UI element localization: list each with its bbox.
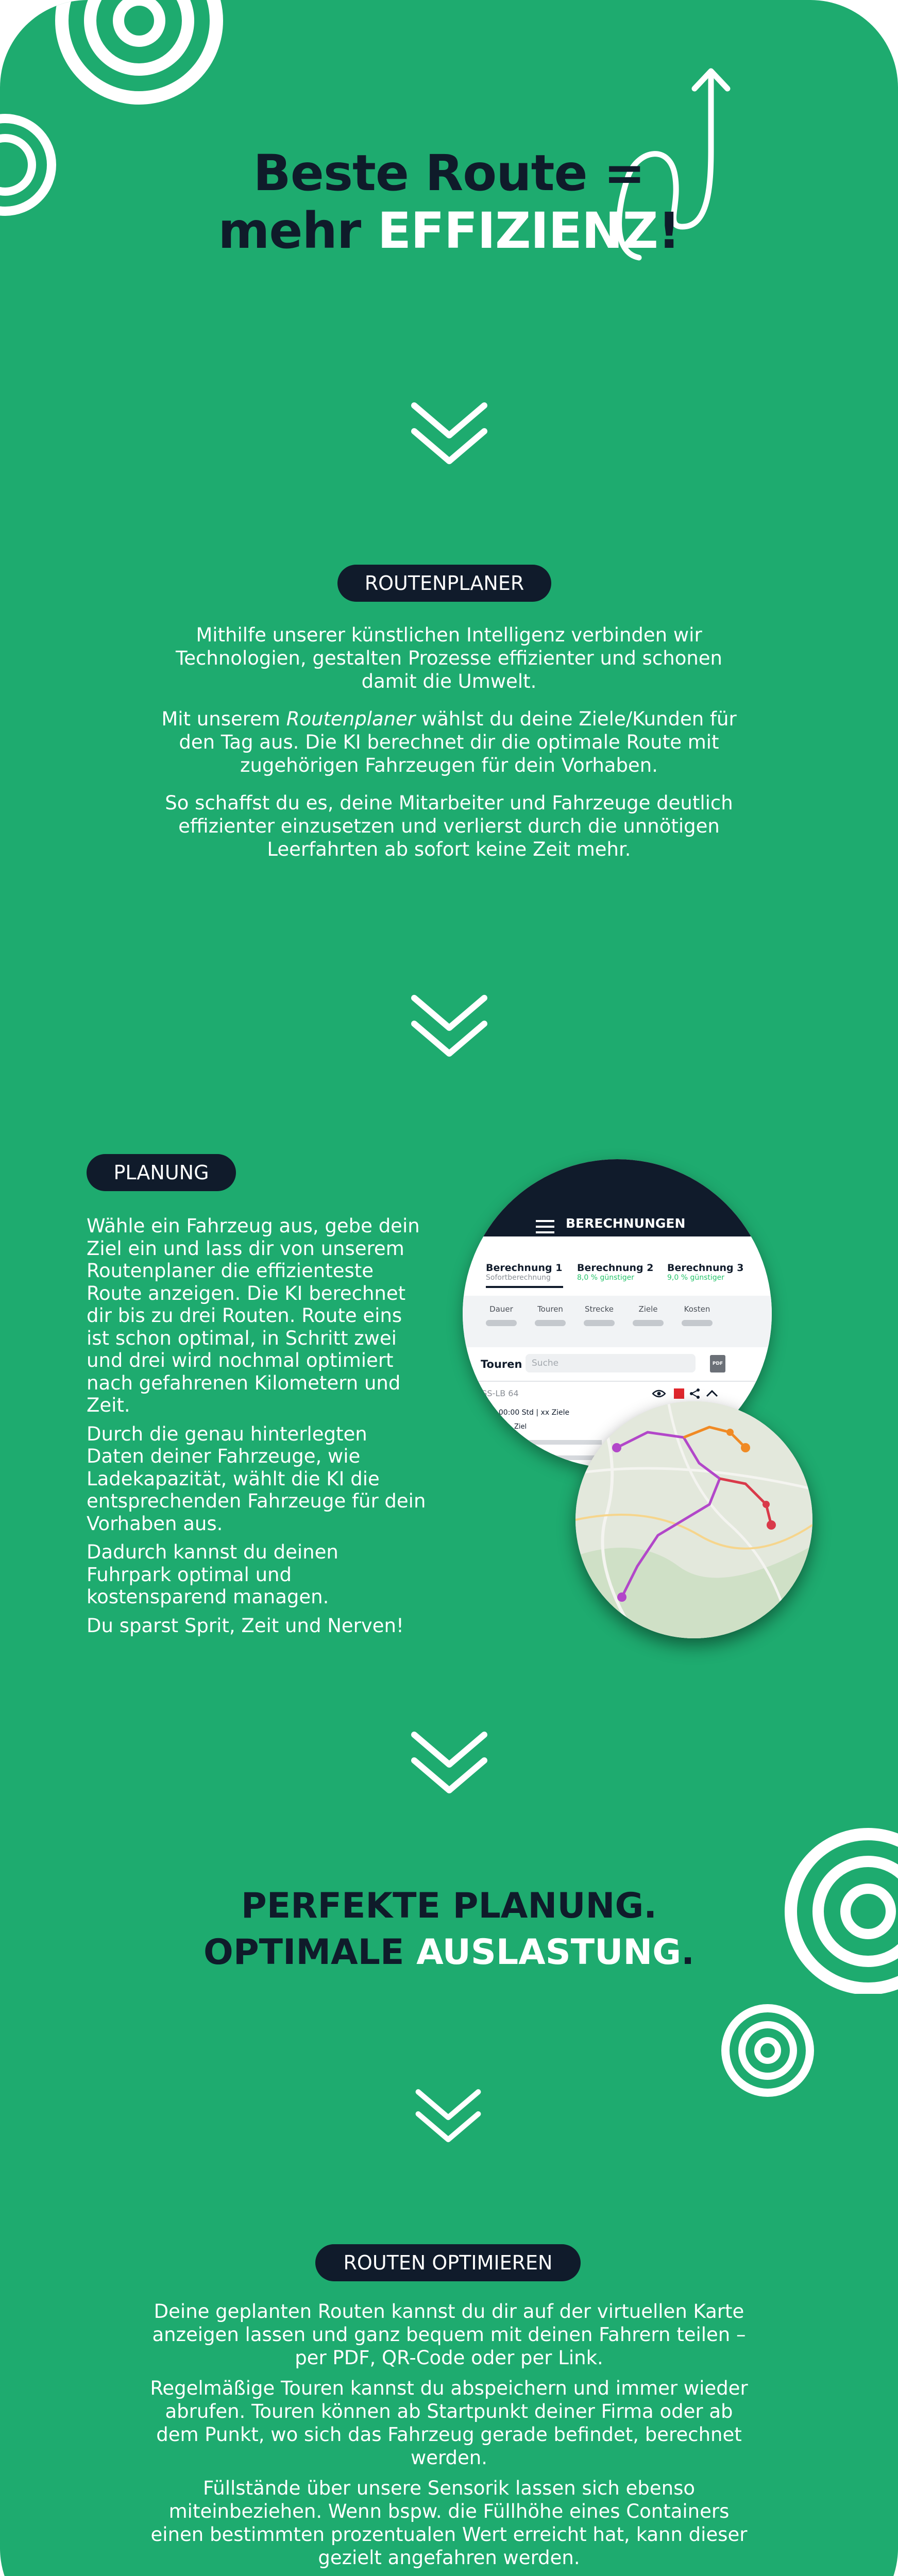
routen-optimieren-badge: ROUTEN OPTIMIEREN xyxy=(315,2244,581,2281)
tab-berechnung-3[interactable] xyxy=(667,1262,755,1282)
row-placeholder xyxy=(481,1455,496,1460)
search-input[interactable]: Suche xyxy=(526,1354,696,1372)
column-label: Ziele xyxy=(638,1304,658,1314)
tab-label: Berechnung 2 xyxy=(577,1262,654,1274)
table-header-target: Ziel xyxy=(514,1423,527,1431)
routenplaner-paragraph-1: Mithilfe unserer künstlichen Intelligenz verbinden wir Technologien, gestalten Prozesse effizienter und schonen damit die Umwelt. xyxy=(175,624,723,692)
routenplaner-paragraph-2-prefix: Mit unserem xyxy=(161,708,286,730)
tab-label: Berechnung 1 xyxy=(486,1262,563,1274)
hero-line-2 xyxy=(0,202,898,260)
tab-berechnung-1[interactable] xyxy=(486,1262,573,1288)
value-placeholder xyxy=(682,1320,713,1326)
hero-line-1: Beste Route = xyxy=(253,144,645,202)
planung-paragraph-4: Du sparst Sprit, Zeit und Nerven! xyxy=(87,1614,404,1637)
tab-sub: 9,0 % günstiger xyxy=(667,1274,725,1282)
slogan-line-2-prefix: OPTIMALE xyxy=(204,1932,417,1973)
tab-active-indicator xyxy=(486,1286,563,1288)
double-chevron-down-icon xyxy=(408,992,490,1064)
double-chevron-down-icon xyxy=(408,399,490,471)
value-placeholder xyxy=(633,1320,664,1326)
map-illustration xyxy=(575,1401,812,1638)
concentric-rings-decoration xyxy=(719,2002,817,2099)
menu-icon[interactable] xyxy=(536,1220,554,1233)
routenplaner-emphasis: Routenplaner xyxy=(286,708,416,730)
routenplaner-paragraph-2-suffix: wählst du deine Ziele/Kunden für den Tag aus. Die KI berechnet dir die optimale Route mit zugehörigen Fahrzeugen für dein Vorhaben. xyxy=(179,708,737,776)
routen-optimieren-paragraph-3: Füllstände über unsere Sensorik lassen sich ebenso miteinbeziehen. Wenn bspw. die Füllhöhe eines Containers einen bestimmten prozentualen Wert erreicht hat, kann dieser gezielt angefahren werden. xyxy=(150,2477,748,2569)
column-label: Strecke xyxy=(584,1304,614,1314)
hero-highlight: EFFIZIENZ xyxy=(377,202,658,260)
share-icon[interactable] xyxy=(689,1388,701,1399)
routen-optimieren-paragraph-2: Regelmäßige Touren kannst du abspeichern und immer wieder abrufen. Touren können ab Startpunkt deiner Firma oder ab dem Punkt, wo sich das Fahrzeug gerade befindet, berechnet werden. xyxy=(150,2377,748,2469)
vehicle-id: GS-LB 64 xyxy=(481,1388,519,1398)
value-placeholder xyxy=(535,1320,566,1326)
eye-icon[interactable] xyxy=(652,1389,666,1398)
planung-text xyxy=(87,1215,427,1643)
row-placeholder xyxy=(514,1455,602,1460)
hero-heading xyxy=(0,144,898,260)
planung-paragraph-3: Dadurch kannst du deinen Fuhrpark optimal und kostensparend managen. xyxy=(87,1541,338,1608)
slogan-line-2-suffix: . xyxy=(681,1932,694,1973)
tab-label: Berechnung 3 xyxy=(667,1262,744,1274)
routenplaner-paragraph-2 xyxy=(147,707,751,777)
hero-line-2-prefix: mehr xyxy=(218,202,378,260)
routen-optimieren-text xyxy=(149,2300,749,2576)
column-label: Kosten xyxy=(684,1304,710,1314)
double-chevron-down-icon xyxy=(408,1728,490,1801)
touren-label: Touren xyxy=(481,1358,522,1370)
tab-sub: 8,0 % günstiger xyxy=(577,1274,635,1282)
slogan-heading xyxy=(0,1883,898,1976)
app-header-title: BERECHNUNGEN xyxy=(566,1216,686,1231)
route-summary: KM | 00:00 Std | xx Ziele xyxy=(481,1409,570,1417)
color-marker-icon[interactable] xyxy=(674,1388,684,1399)
map-circle[interactable] xyxy=(575,1401,812,1638)
tab-berechnung-2[interactable] xyxy=(577,1262,665,1282)
slogan-line-1: PERFEKTE PLANUNG. xyxy=(241,1886,657,1926)
planung-paragraph-1: Wähle ein Fahrzeug aus, gebe dein Ziel ein und lass dir von unserem Routenplaner die effizienteste Route anzeigen. Die KI berechnet dir bis zu drei Routen. Route eins ist schon optimal, in Schritt zwei und drei wird nochmal optimiert nach gefahrenen Kilometern und Zeit. xyxy=(87,1215,420,1416)
chevron-up-icon[interactable] xyxy=(706,1389,718,1397)
double-chevron-down-icon xyxy=(412,2087,484,2148)
value-placeholder xyxy=(584,1320,615,1326)
value-placeholder xyxy=(486,1320,517,1326)
routenplaner-paragraph-3: So schaffst du es, deine Mitarbeiter und Fahrzeuge deutlich effizienter einzusetzen und verlierst durch die unnötigen Leerfahrten ab sofort keine Zeit mehr. xyxy=(165,792,733,860)
slogan-highlight: AUSLASTUNG xyxy=(416,1932,682,1973)
table-header-number: # xyxy=(481,1423,486,1431)
slogan-line-2 xyxy=(0,1929,898,1976)
planung-paragraph-2: Durch die genau hinterlegten Daten deiner Fahrzeuge, wie Ladekapazität, wählt die KI die entsprechenden Fahrzeuge für dein Vorhaben aus. xyxy=(87,1422,426,1535)
routenplaner-text xyxy=(147,623,751,875)
row-placeholder xyxy=(481,1440,496,1445)
column-label: Dauer xyxy=(489,1304,513,1314)
hero-line-2-suffix: ! xyxy=(657,202,680,260)
routen-optimieren-paragraph-1: Deine geplanten Routen kannst du dir auf der virtuellen Karte anzeigen lassen und ganz bequem mit deinen Fahrern teilen – per PDF, QR-Code oder per Link. xyxy=(152,2300,746,2369)
row-placeholder xyxy=(514,1440,602,1445)
planung-badge: PLANUNG xyxy=(87,1154,236,1191)
pdf-icon[interactable]: PDF xyxy=(710,1355,725,1372)
routenplaner-badge: ROUTENPLANER xyxy=(337,565,551,602)
column-label: Touren xyxy=(537,1304,563,1314)
tab-sub: Sofortberechnung xyxy=(486,1274,551,1282)
divider xyxy=(463,1381,772,1382)
